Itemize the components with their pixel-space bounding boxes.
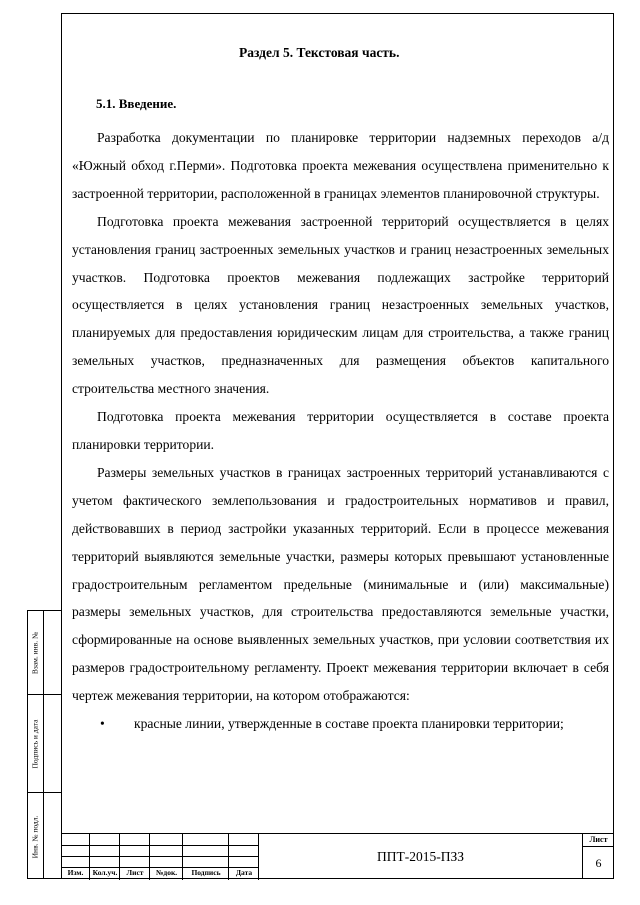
sheet-label: Лист xyxy=(583,834,614,847)
title-block xyxy=(61,833,614,879)
strip-cell-signature-date xyxy=(28,695,61,793)
col-label-sheet: Лист xyxy=(126,868,144,877)
col-label-signature: Подпись xyxy=(191,868,221,877)
strip-label-replace-inv: Взам. инв. № xyxy=(30,631,40,674)
strip-cell-replace-inv xyxy=(28,611,61,695)
section-heading: Раздел 5. Текстовая часть. xyxy=(239,45,400,60)
sheet-number: 6 xyxy=(595,856,602,870)
bullet-text: красные линии, утвержденные в составе проекта планировки территории; xyxy=(134,716,564,732)
bullet-marker: • xyxy=(100,716,105,732)
left-stamp-strip xyxy=(27,610,61,879)
strip-cell-inv-original xyxy=(28,793,61,880)
col-label-date: Дата xyxy=(235,868,253,877)
strip-label-signature-date: Подпись и дата xyxy=(30,719,40,768)
col-label-doc-number: №док. xyxy=(155,868,178,877)
subsection-heading: 5.1. Введение. xyxy=(96,96,177,111)
document-code: ППТ-2015-ПЗЗ xyxy=(259,834,583,879)
strip-label-inv-original: Инв. № подл. xyxy=(30,815,40,858)
body-text xyxy=(72,124,609,738)
paragraph: Подготовка проекта межевания застроенной территорий осуществляется в целях установления границ застроенных земельных участков и границ незастроенных земельных участков. Подготовка проектов межевания подлежащих застройке территорий осуществляется в целях установления границ незастроенных земельных участков, планируемых для предоставления юридическим лицам для строительства, а также границ земельных участков, предназначенных для размещения объектов капитального строительства местного значения. xyxy=(72,213,609,397)
col-label-change: Изм. xyxy=(67,868,84,877)
bullet-item xyxy=(72,710,609,738)
col-label-count: Кол.уч. xyxy=(92,868,118,877)
paragraph: Разработка документации по планировке территории надземных переходов а/д «Южный обход г.Перми». Подготовка проекта межевания осуществлена применительно к застроенной территории, расположенной в границах элементов планировочной структуры. xyxy=(72,130,609,201)
paragraph: Подготовка проекта межевания территории осуществляется в составе проекта планировки территории. xyxy=(72,409,609,452)
paragraph: Размеры земельных участков в границах застроенных территорий устанавливаются с учетом фактического землепользования и градостроительных нормативов и правил, действовавших в период застройки указанных территорий. Если в процессе межевания территорий выявляются земельные участки, размеры которых превышают установленные градостроительным регламентом предельные (минимальные и (или) максимальные) размеры земельных участков, для строительства предоставляются земельные участки, сформированные на основе выявленных земельных участков, при условии соответствия их размеров градостроительному регламенту. Проект межевания территории включает в себя чертеж межевания территории, на котором отображаются: xyxy=(72,464,609,704)
